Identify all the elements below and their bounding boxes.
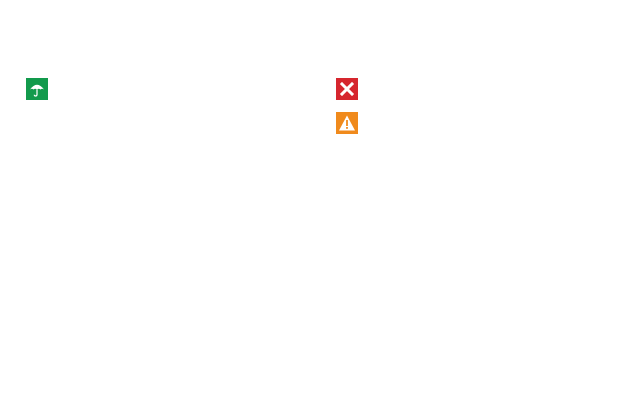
cross-icon <box>336 78 358 100</box>
exclamation-icon <box>336 112 358 134</box>
coverage-section <box>26 78 324 102</box>
coverage-header <box>26 78 324 100</box>
limits-header <box>336 112 634 134</box>
exclusions-section <box>336 78 634 138</box>
umbrella-icon <box>26 78 48 100</box>
exclusions-header <box>336 78 634 100</box>
